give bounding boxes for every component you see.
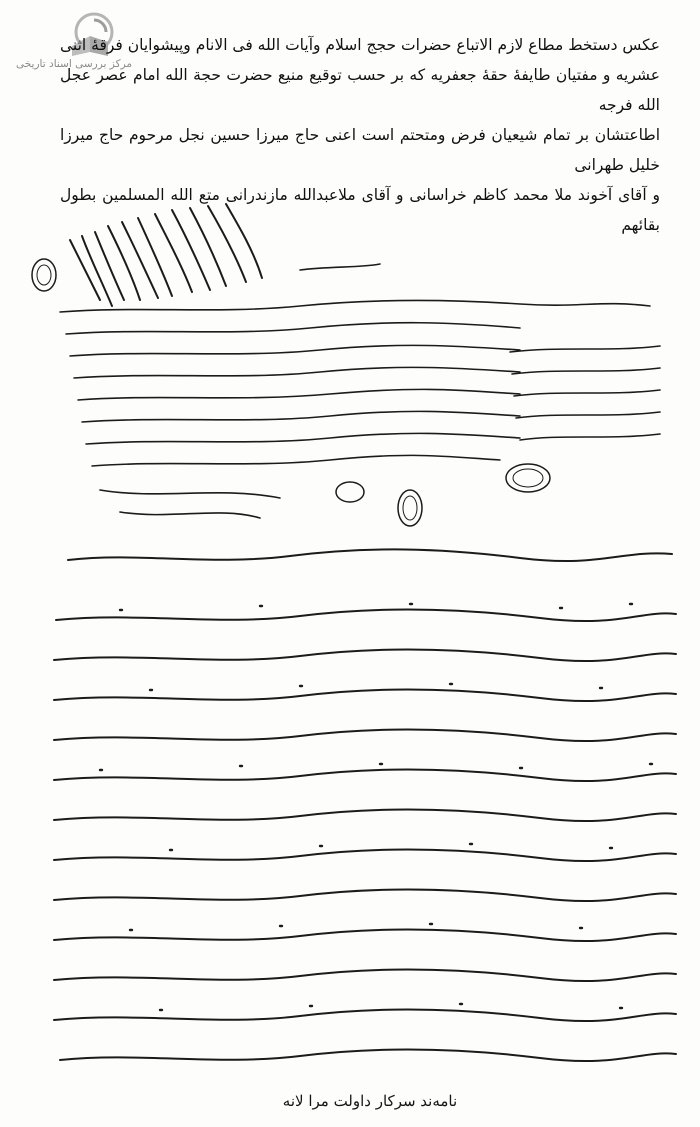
closing-line: نامه‌ند سرکار داولت مرا لانه <box>282 1092 458 1110</box>
letter-body-lines <box>54 549 676 1061</box>
header-line: اطاعتشان بر تمام شیعیان فرض ومتحتم است اعنی حاج میرزا حسین نجل مرحوم حاج میرزا خلیل طهرانی <box>60 126 660 174</box>
header-line: عشریه و مفتیان طایفهٔ حقهٔ جعفریه که بر حسب توقیع منیع حضرت حجة الله امام عصر عجل الله فرجه <box>60 66 660 114</box>
upper-handwriting <box>60 264 660 518</box>
watermark-text: مرکز بررسی اسناد تاریخی <box>16 58 132 70</box>
diacritic-marks <box>100 604 652 1010</box>
marginal-notes <box>70 204 262 306</box>
header-line: عکس دستخط مطاع لازم الاتباع حضرات حجج اسلام وآیات الله فی الانام وپیشوایان فرقهٔ اثنی <box>60 36 660 54</box>
header-line: و آقای آخوند ملا محمد کاظم خراسانی و آقای ملاعبدالله مازندرانی متع الله المسلمین بطول بقائهم <box>60 186 660 234</box>
